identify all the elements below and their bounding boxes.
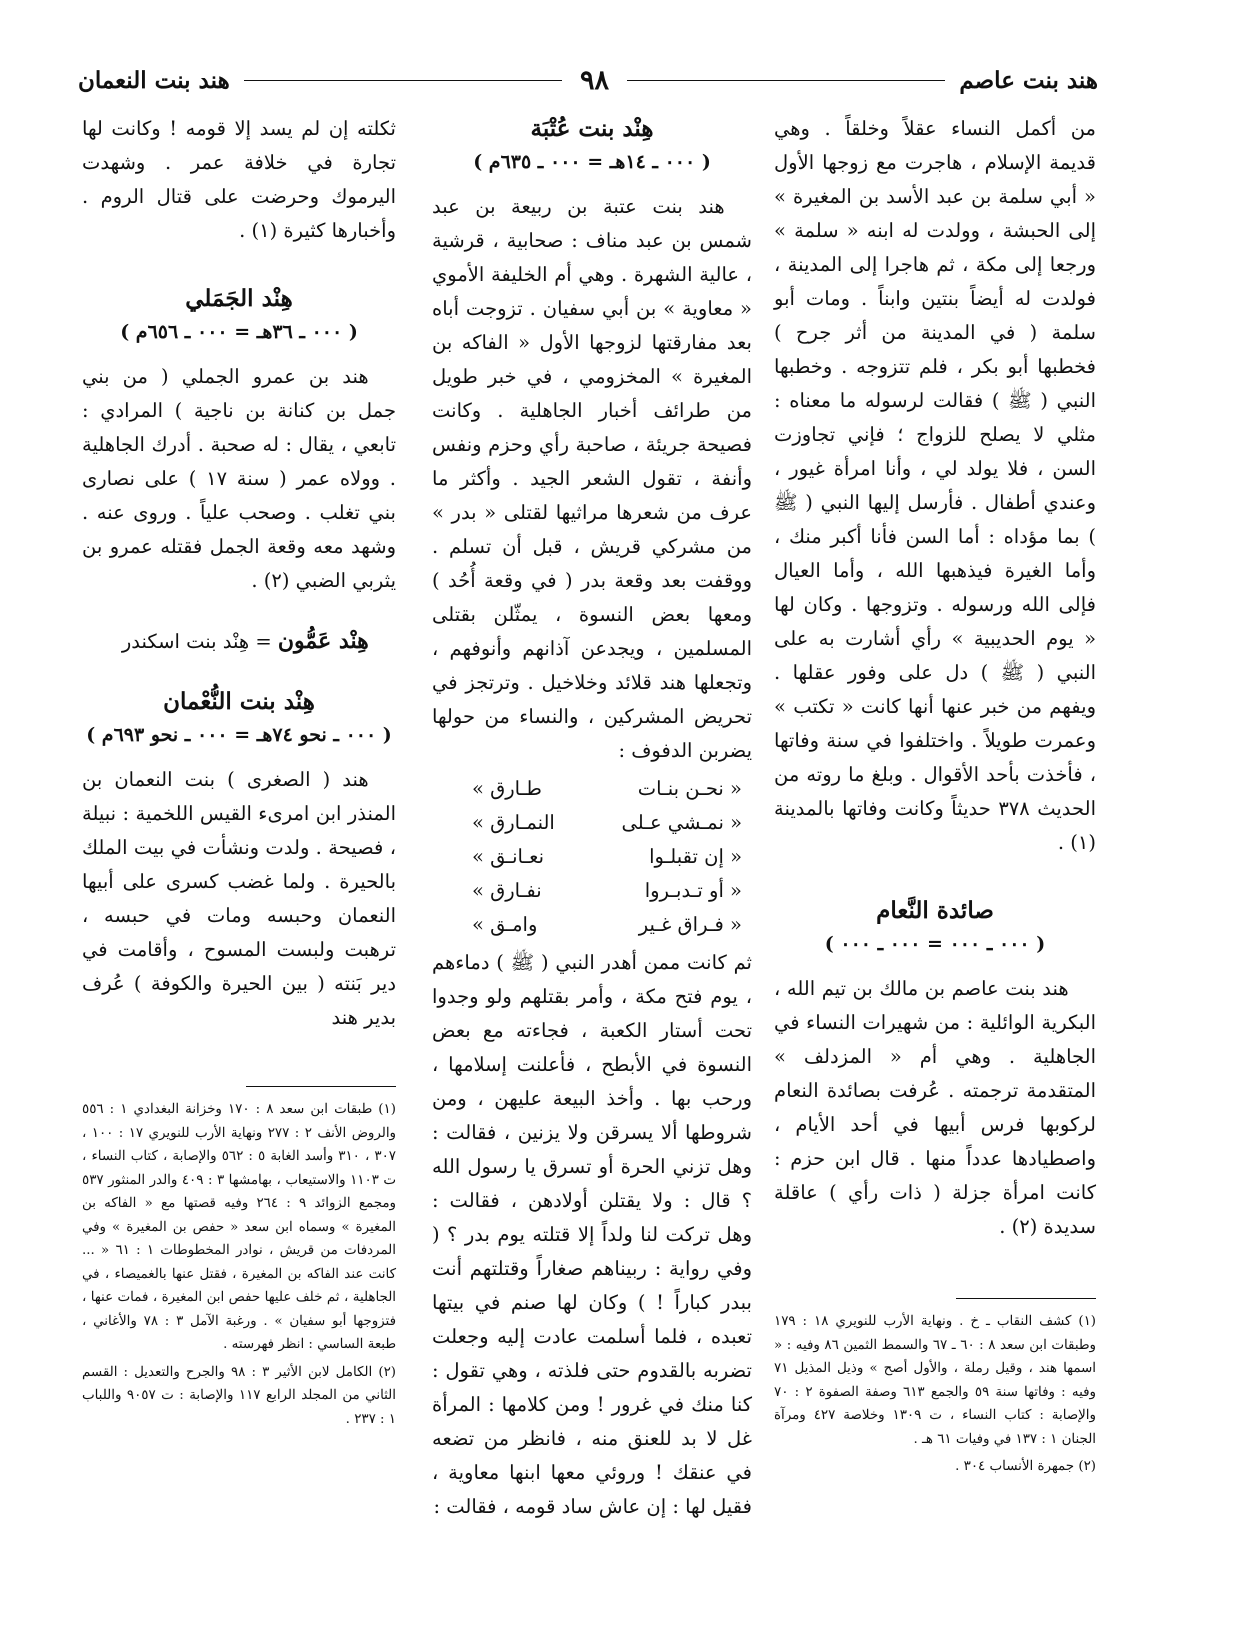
entry-body-hind-al-jamali: هند بن عمرو الجملي ( من بني جمل بن كنانة بن ناجية ) المرادي : تابعي ، يقال : له صحبة . أدرك الجاهلية . وولاه عمر ( سنة ١٧ ) على نصارى بني تغلب . وصحب علياً . وروى عنه . وشهد معه وقعة الجمل فقتله عمرو بن يثربي الضبي (٢) . [82, 365, 396, 592]
entry-dates-hind-bint-utba: ( ٠٠٠ ـ ١٤هـ = ٠٠٠ ـ ٦٣٥م ) [473, 151, 711, 173]
umm-salama-continuation: من أكمل النساء عقلاً وخلقاً . وهي قديمة الإسلام ، هاجرت مع زوجها الأول « أبي سلمة بن عبد الأسد بن المغيرة » إلى الحبشة ، وولدت له ابنه « سلمة » ورجعا إلى مكة ، ثم هاجرا إلى المدينة ، فولدت له أيضاً بنتين وابناً . ومات أبو سلمة ( في المدينة من أثر جرح ) فخطبها أبو بكر ، فلم تتزوجه . وخطبها النبي ( ﷺ ) فقالت لرسوله ما معناه : مثلي لا يصلح للزواج ؛ فإني تجاوزت السن ، فلا يولد لي ، وأنا امرأة غيور ، وعندي أطفال . فأرسل إليها النبي ( ﷺ ) بما مؤداه : أما السن فأنا أكبر منك ، وأما الغيرة فيذهبها الله ، وأما العيال فإلى الله ورسوله . وتزوجها . وكان لها « يوم الحديبية » رأي أشارت به على النبي ( ﷺ ) دل على وفور عقلها . ويفهم من خبر عنها أنها كانت « تكتب » وعمرت طويلاً . واختلفوا في سنة وفاتها ، فأخذت بأحد الأقوال . وبلغ ما روته من الحديث ٣٧٨ حديثاً وكانت وفاتها بالمدينة (١) . [774, 117, 1096, 854]
footnote-left-2: (٢) الكامل لابن الأثير ٣ : ٩٨ والجرح والتعديل : القسم الثاني من المجلد الرابع ١١٧ والإصابة : ت ٩٠٥٧ واللباب ١ : ٢٣٧ . [82, 1364, 396, 1427]
entry-title-saidat-al-naam: صائدة النَّعام [876, 897, 994, 924]
header-right-title: هند بنت عاصم [959, 66, 1098, 94]
column-right [774, 112, 1096, 1244]
poem-line: « نحـن بنـات طـارق » [472, 777, 742, 800]
entry-body-hind-bint-utba-2: ثم كانت ممن أهدر النبي ( ﷺ ) دماءهم ، يوم فتح مكة ، وأمر بقتلهم ولو وجدوا تحت أستار الكعبة ، فجاءته مع بعض النسوة في الأبطح ، فأعلنت إسلامها ، ورحب بها . وأخذ البيعة عليهن ، ومن شروطها ألا يسرقن ولا يزنين ، فقالت : وهل تزني الحرة أو تسرق يا رسول الله ؟ قال : ولا يقتلن أولادهن ، فقالت : وهل تركت لنا ولداً إلا قتلته يوم بدر ؟ ( وفي رواية : ربيناهم صغاراً وقتلتهم أنت ببدر كباراً ! ) وكان لها صنم في بيتها تعبده ، فلما أسلمت عادت إليه وجعلت تضربه بالقدوم حتى فلذته ، وهي تقول : كنا منك في غرور ! ومن كلامها : المرأة غل لا بد للعنق منه ، فانظر من تضعه في عنقك ! وروئي معها ابنها معاوية ، فقيل لها : إن عاش ساد قومه ، فقالت : [432, 951, 752, 1518]
entry-title-hind-al-jamali: هِنْد الجَمَلي [185, 285, 293, 312]
xref-head: هِنْد عَمُّون [277, 628, 369, 654]
column-left [82, 112, 396, 1035]
entry-title-hind-bint-utba: هِنْد بنت عُتْبَة [530, 115, 654, 142]
footnote-left-1: (١) طبقات ابن سعد ٨ : ١٧٠ وخزانة البغدادي ١ : ٥٥٦ والروض الأنف ٢ : ٢٧٧ ونهاية الأرب للنويري ١٧ : ١٠٠ ، ٣٠٧ ، ٣١٠ وأسد الغابة ٥ : ٥٦٢ والإصابة ، كتاب النساء ، ت ١١٠٣ والاستيعاب ، بهامشها ٣ : ٤٠٩ والدر المنثور ٥٣٧ ومجمع الزوائد ٩ : ٢٦٤ وفيه قصتها مع « الفاكه بن المغيرة » وسماه ابن سعد « حفص بن المغيرة » وفي المردفات من قريش ، نوادر المخطوطات ١ : ٦١ « ... كانت عند الفاكه بن المغيرة ، فقتل عنها بالغميصاء ، في الجاهلية ، ثم خلف عليها حفص ابن المغيرة ، فمات عنها ، فتزوجها أبو سفيان » . ورغبة الآمل ٣ : ٧٨ والأغاني ، طبعة الساسي : انظر فهرسته . [82, 1102, 397, 1352]
poem-line: « أو تـدبـروا نفـارق » [472, 879, 742, 902]
column-middle [432, 112, 752, 1524]
footnote-right-2: (٢) جمهرة الأنساب ٣٠٤ . [955, 1459, 1096, 1474]
header-rule-left [244, 80, 562, 81]
poem-line: « نمـشي عـلى النمـارق » [472, 811, 742, 834]
footnote-rule-left [246, 1086, 396, 1087]
poem-line: « إن تقبلـوا نعـانـق » [472, 845, 742, 868]
footnotes-right [774, 1310, 1096, 1479]
entry-body-saidat-al-naam: هند بنت عاصم بن مالك بن تيم الله ، البكرية الوائلية : من شهيرات النساء في الجاهلية . وهي أم « المزدلف » المتقدمة ترجمته . عُرفت بصائدة النعام لركوبها فرس أبيها في أحد الأيام ، واصطيادها عدداً منها . قال ابن حزم : كانت امرأة جزلة ( ذات رأي ) عاقلة سديدة (٢) . [774, 977, 1096, 1238]
poem-line: « فـراق غـير وامـق » [472, 913, 742, 936]
entry-dates-hind-bint-al-numan: ( ٠٠٠ ـ نحو ٧٤هـ = ٠٠٠ ـ نحو ٦٩٣م ) [86, 724, 392, 746]
entry-body-hind-bint-al-numan: هند ( الصغرى ) بنت النعمان بن المنذر ابن امرىء القيس اللخمية : نبيلة ، فصيحة . ولدت ونشأت في بيت الملك بالحيرة . ولما غضب كسرى على أبيها النعمان وحبسه ومات في حبسه ، ترهبت ولبست المسوح ، وأقامت في دير بَنته ( بين الحيرة والكوفة ) عُرف بدير هند [82, 768, 396, 1029]
running-header [78, 62, 1098, 98]
page-number: ٩٨ [580, 64, 610, 96]
entry-dates-saidat-al-naam: ( ٠٠٠ ـ ٠٠٠ = ٠٠٠ ـ ٠٠٠ ) [824, 933, 1046, 955]
footnotes-left [82, 1098, 396, 1431]
entry-dates-hind-al-jamali: ( ٠٠٠ ـ ٣٦هـ = ٠٠٠ ـ ٦٥٦م ) [120, 321, 358, 343]
footnote-right-1: (١) كشف النقاب ـ خ . ونهاية الأرب للنويري ١٨ : ١٧٩ وطبقات ابن سعد ٨ : ٦٠ ـ ٦٧ والسمط الثمين ٨٦ وفيه : « اسمها هند ، وقيل رملة ، والأول أصح » وذيل المذيل ٧١ وفيه : وفاتها سنة ٥٩ والجمع ٦١٣ وصفة الصفوة ٢ : ٧٠ والإصابة : كتاب النساء ، ت ١٣٠٩ وخلاصة ٤٢٧ ومرآة الجنان ١ : ١٣٧ في وفيات ٦١ هـ . [774, 1314, 1096, 1447]
hind-bint-utba-continuation: ثكلته إن لم يسد إلا قومه ! وكانت لها تجارة في خلافة عمر . وشهدت اليرموك وحرضت على قتال الروم . وأخبارها كثيرة (١) . [82, 117, 396, 242]
header-rule-right [627, 80, 945, 81]
poem-verses [432, 772, 752, 942]
cross-reference-hind-ammun [82, 624, 396, 659]
entry-body-hind-bint-utba-1: هند بنت عتبة بن ربيعة بن عبد شمس بن عبد مناف : صحابية ، قرشية ، عالية الشهرة . وهي أم الخليفة الأموي « معاوية » بن أبي سفيان . تزوجت أباه بعد مفارقتها لزوجها الأول « الفاكه بن المغيرة » المخزومي ، في خبر طويل من طرائف أخبار الجاهلية . وكانت فصيحة جريئة ، صاحبة رأي وحزم ونفس وأنفة ، تقول الشعر الجيد . وأكثر ما عرف من شعرها مراثيها لقتلى « بدر » من مشركي قريش ، قبل أن تسلم . ووقفت بعد وقعة بدر ( في وقعة أُحُد ) ومعها بعض النسوة ، يمثّلن بقتلى المسلمين ، ويجدعن آذانهم وأنوفهم ، وتجعلها هند قلائد وخلاخيل . وترتجز في تحريض المشركين ، والنساء من حولها يضربن الدفوف : [432, 195, 752, 762]
entry-title-hind-bint-al-numan: هِنْد بنت النُّعْمان [163, 688, 315, 715]
header-left-title: هند بنت النعمان [77, 66, 230, 94]
footnote-rule-right [956, 1298, 1096, 1299]
xref-target: = هِنْد بنت اسكندر [121, 630, 278, 653]
